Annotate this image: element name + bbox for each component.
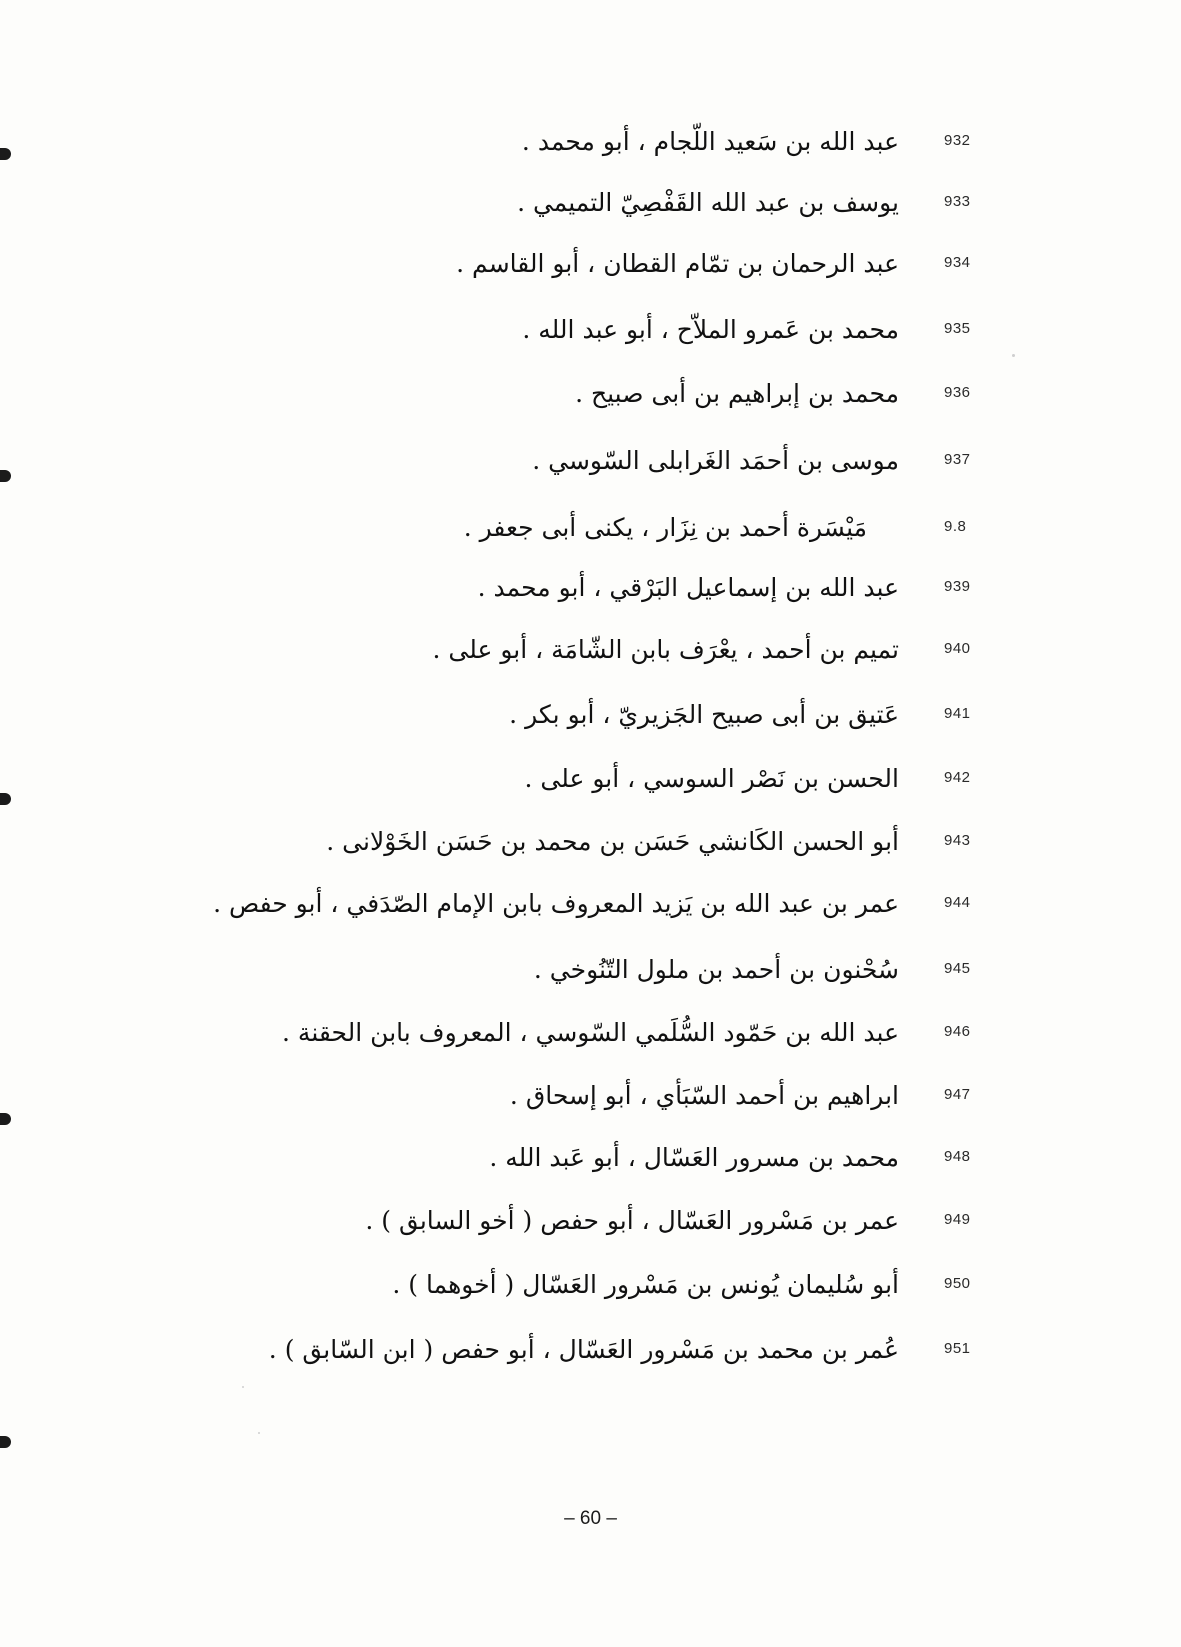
list-item	[0, 441, 1181, 497]
entry-name: أبو سُليمان يُونس بن مَسْرور العَسّال ( أخوهما ) .	[392, 1270, 899, 1299]
list-item	[0, 1330, 1181, 1386]
list-item	[0, 1201, 1181, 1257]
entry-name: تميم بن أحمد ، يعْرَف بابن الشّامَة ، أبو على .	[432, 635, 899, 664]
list-item	[0, 884, 1181, 940]
entry-name: عمر بن عبد الله بن يَزيد المعروف بابن الإمام الصّدَفي ، أبو حفص .	[213, 889, 899, 918]
list-item	[0, 568, 1181, 624]
list-item	[0, 1076, 1181, 1132]
entry-number: 932	[944, 132, 971, 149]
entry-number: 943	[944, 832, 971, 849]
entry-name: عُمر بن محمد بن مَسْرور العَسّال ، أبو حفص ( ابن السّابق ) .	[268, 1335, 899, 1364]
entry-name: سُحْنون بن أحمد بن ملول التّنُوخي .	[533, 955, 899, 984]
entry-name: يوسف بن عبد الله القَفْصِيّ التميمي .	[517, 188, 899, 217]
entry-number: 933	[944, 193, 971, 210]
list-item	[0, 759, 1181, 815]
binding-mark	[0, 1436, 11, 1448]
entry-number: 949	[944, 1211, 971, 1228]
entry-number: 947	[944, 1086, 971, 1103]
list-item	[0, 244, 1181, 300]
entry-name: محمد بن إبراهيم بن أبى صبيح .	[575, 379, 899, 408]
entry-name: عمر بن مَسْرور العَسّال ، أبو حفص ( أخو السابق ) .	[365, 1206, 899, 1235]
entry-number: 934	[944, 254, 971, 271]
entry-number: 940	[944, 640, 971, 657]
entry-name: موسى بن أحمَد الغَرابلى السّوسي .	[532, 446, 899, 475]
entry-name: محمد بن عَمرو الملاّح ، أبو عبد الله .	[522, 315, 899, 344]
list-item	[0, 310, 1181, 366]
paper-speck	[258, 1432, 260, 1434]
entry-number: 950	[944, 1275, 971, 1292]
entry-name: ابراهيم بن أحمد السّبَأي ، أبو إسحاق .	[509, 1081, 899, 1110]
list-item	[0, 1265, 1181, 1321]
entry-number: 948	[944, 1148, 971, 1165]
entry-name: عَتيق بن أبى صبيح الجَزيريّ ، أبو بكر .	[509, 700, 899, 729]
entry-number: 944	[944, 894, 971, 911]
list-item	[0, 508, 1181, 564]
list-item	[0, 822, 1181, 878]
entry-number: 951	[944, 1340, 971, 1357]
list-item	[0, 630, 1181, 686]
list-item	[0, 374, 1181, 430]
list-item	[0, 1013, 1181, 1069]
list-item	[0, 950, 1181, 1006]
entry-number: 935	[944, 320, 971, 337]
entry-number: 9.8	[944, 518, 967, 535]
entry-name: مَيْسَرة أحمد بن نِزَار ، يكنى أبى جعفر .	[463, 513, 867, 542]
entry-number: 945	[944, 960, 971, 977]
entry-number: 939	[944, 578, 971, 595]
list-item	[0, 183, 1181, 239]
page-number: – 60 –	[564, 1508, 617, 1529]
list-item	[0, 695, 1181, 751]
entry-number: 946	[944, 1023, 971, 1040]
entry-name: عبد الله بن إسماعيل البَرْقي ، أبو محمد .	[477, 573, 899, 602]
entry-name: عبد الله بن سَعيد اللّجام ، أبو محمد .	[521, 127, 899, 156]
entry-name: الحسن بن نَصْر السوسي ، أبو على .	[524, 764, 899, 793]
list-item	[0, 122, 1181, 178]
list-item	[0, 1138, 1181, 1194]
entry-number: 942	[944, 769, 971, 786]
entry-name: عبد الرحمان بن تمّام القطان ، أبو القاسم .	[456, 249, 899, 278]
entry-name: عبد الله بن حَمّود السُّلَمي السّوسي ، المعروف بابن الحقنة .	[282, 1018, 899, 1047]
entry-name: محمد بن مسرور العَسّال ، أبو عَبد الله .	[489, 1143, 899, 1172]
entry-number: 941	[944, 705, 971, 722]
entry-number: 936	[944, 384, 971, 401]
entry-number: 937	[944, 451, 971, 468]
entry-name: أبو الحسن الكَانشي حَسَن بن محمد بن حَسَن الخَوْلانى .	[326, 827, 899, 856]
